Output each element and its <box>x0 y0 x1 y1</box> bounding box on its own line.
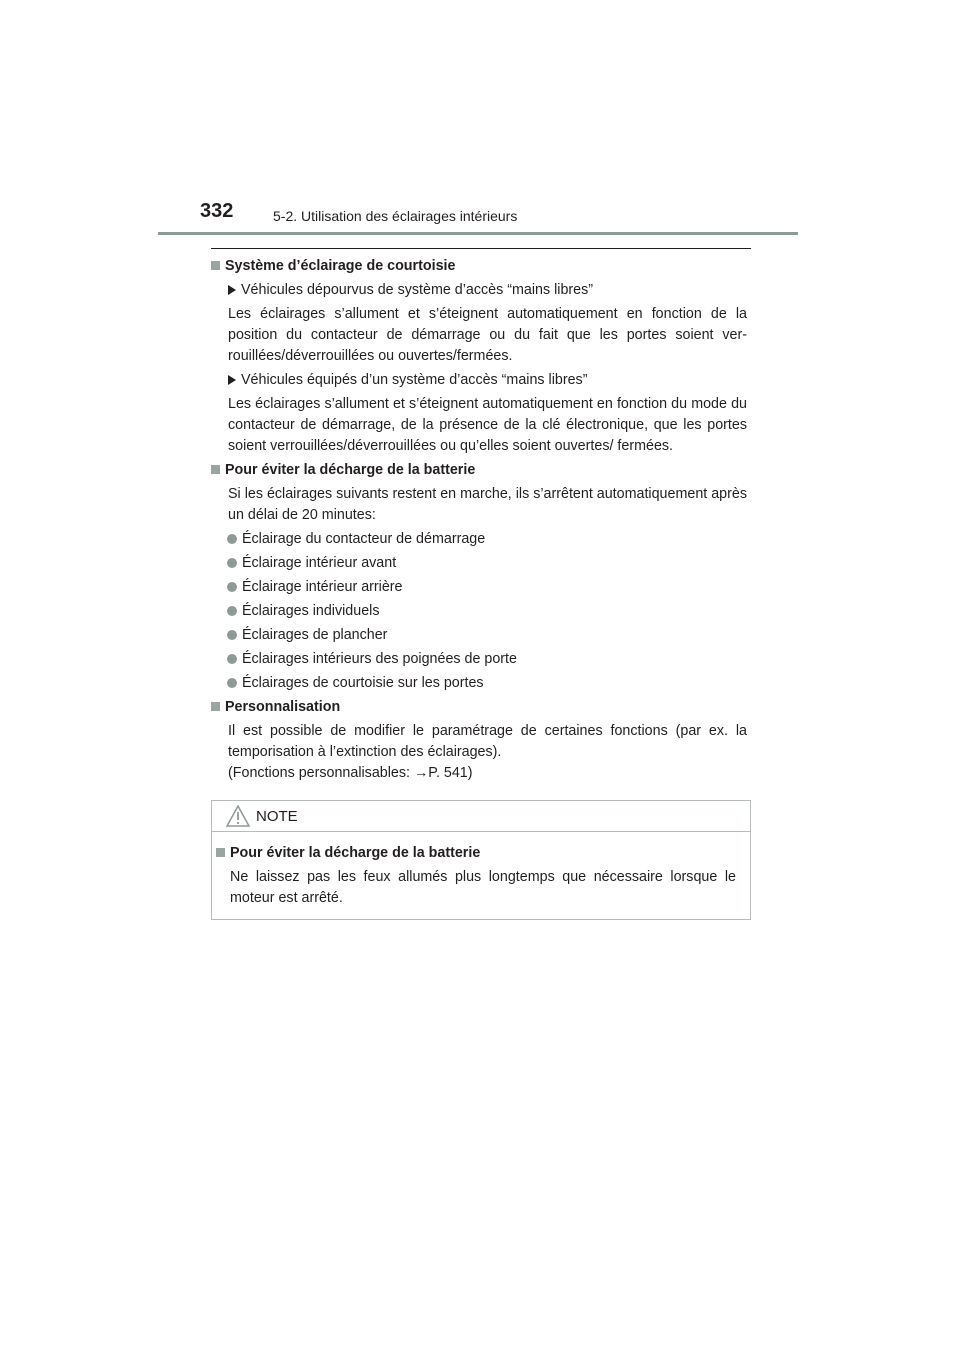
custom-reference-link[interactable]: (Fonctions personnalisables: →P. 541) <box>228 765 473 781</box>
note-header <box>212 801 750 832</box>
list-item <box>211 553 747 574</box>
courtesy-heading-text: Système d’éclairage de courtoisie <box>225 258 456 274</box>
note-heading-text: Pour éviter la décharge de la batterie <box>230 845 481 861</box>
custom-heading <box>211 697 747 718</box>
list-item-text: Éclairages de plancher <box>242 627 388 643</box>
courtesy-paragraph-1: Les éclairages s’allument et s’éteignent automatiquement en fonction de la position du contacteur de démarrage ou du fait que les portes soient ver-rouillées/déverrouillées ou ouvertes/fermées. <box>228 306 747 364</box>
content-rule <box>211 248 751 249</box>
header-rule <box>158 232 798 235</box>
list-item <box>211 601 747 622</box>
triangle-arrow-icon <box>228 375 236 385</box>
list-item <box>211 673 747 694</box>
note-body <box>212 843 736 909</box>
note-box <box>211 800 751 920</box>
round-bullet-icon <box>227 654 237 664</box>
round-bullet-icon <box>227 678 237 688</box>
page-header <box>0 0 960 240</box>
list-item-text: Éclairages de courtoisie sur les portes <box>242 675 484 691</box>
note-heading <box>212 843 736 864</box>
list-item <box>211 649 747 670</box>
main-content <box>211 256 747 784</box>
round-bullet-icon <box>227 630 237 640</box>
list-item <box>211 529 747 550</box>
round-bullet-icon <box>227 558 237 568</box>
note-paragraph: Ne laissez pas les feux allumés plus longtemps que nécessaire lorsque le moteur est arrêté. <box>230 869 736 906</box>
list-item-text: Éclairage du contacteur de démarrage <box>242 531 486 547</box>
square-bullet-icon <box>216 848 225 857</box>
list-item-text: Éclairages individuels <box>242 603 380 619</box>
square-bullet-icon <box>211 465 220 474</box>
round-bullet-icon <box>227 606 237 616</box>
courtesy-sub-1-text: Véhicules dépourvus de système d’accès “mains libres” <box>241 282 594 298</box>
courtesy-sub-2-text: Véhicules équipés d’un système d’accès “mains libres” <box>241 372 588 388</box>
custom-paragraph: Il est possible de modifier le paramétrage de certaines fonctions (par ex. la temporisation à l’extinction des éclairages). <box>228 723 747 760</box>
warning-icon <box>226 805 250 827</box>
custom-heading-text: Personnalisation <box>225 699 341 715</box>
battery-paragraph: Si les éclairages suivants restent en marche, ils s’arrêtent automatiquement après un délai de 20 minutes: <box>228 486 747 523</box>
courtesy-sub-2 <box>211 370 747 391</box>
courtesy-paragraph-2: Les éclairages s’allument et s’éteignent automatiquement en fonction du mode du contacteur de démarrage, de la présence de la clé électronique, que les portes soient verrouillées/déverrouillées ou qu’elles soient ouvertes/ fermées. <box>228 396 747 454</box>
round-bullet-icon <box>227 534 237 544</box>
page-number: 332 <box>200 200 234 222</box>
battery-heading <box>211 460 747 481</box>
list-item-text: Éclairage intérieur avant <box>242 555 397 571</box>
note-title: NOTE <box>256 808 298 825</box>
courtesy-heading <box>211 256 747 277</box>
battery-heading-text: Pour éviter la décharge de la batterie <box>225 462 476 478</box>
square-bullet-icon <box>211 702 220 711</box>
section-title: 5-2. Utilisation des éclairages intérieurs <box>273 208 518 224</box>
list-item <box>211 577 747 598</box>
courtesy-sub-1 <box>211 280 747 301</box>
square-bullet-icon <box>211 261 220 270</box>
list-item <box>211 625 747 646</box>
list-item-text: Éclairages intérieurs des poignées de porte <box>242 651 517 667</box>
round-bullet-icon <box>227 582 237 592</box>
triangle-arrow-icon <box>228 285 236 295</box>
list-item-text: Éclairage intérieur arrière <box>242 579 403 595</box>
